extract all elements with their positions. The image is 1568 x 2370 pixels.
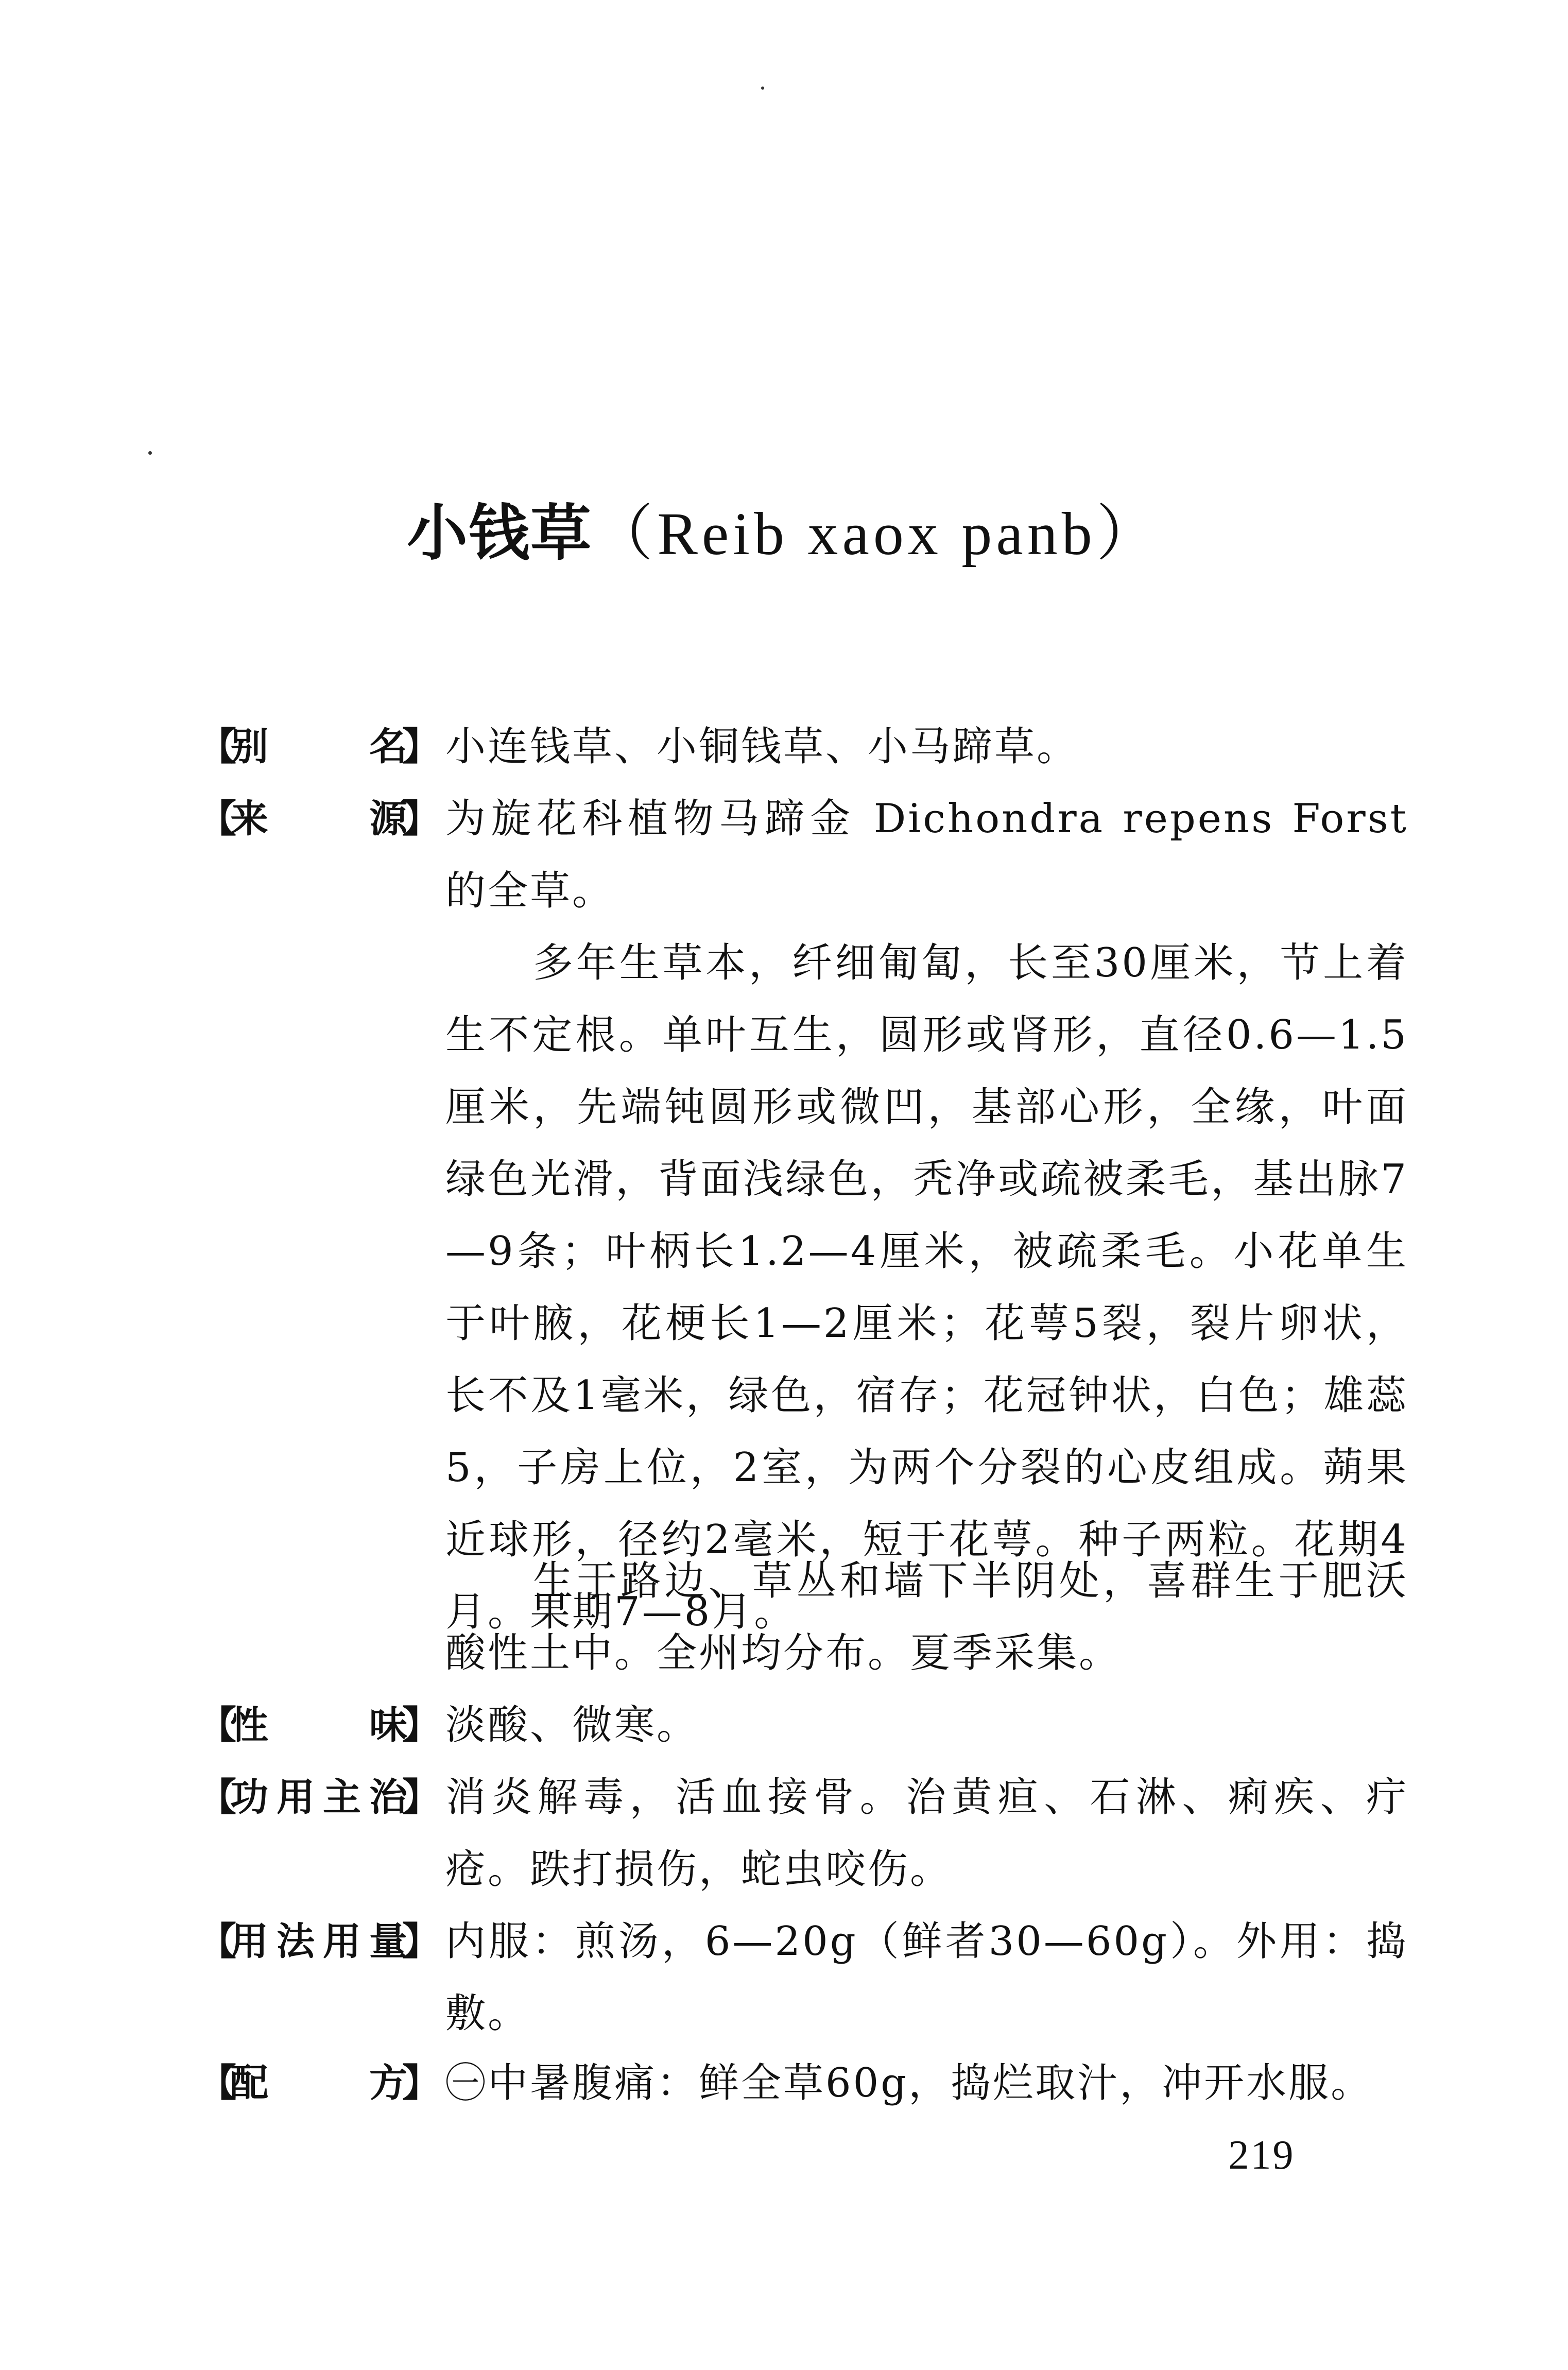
entry-label: 【 用法用量 】 [198,1905,440,1978]
description-paragraph: 多年生草本，纤细匍匐，长至30厘米，节上着生不定根。单叶互生，圆形或肾形，直径0.6—1.5厘米，先端钝圆形或微凹，基部心形，全缘，叶面绿色光滑，背面浅绿色，秃净或疏被柔毛，基出脉7—9条；叶柄长1.2—4厘米，被疏柔毛。小花单生于叶腋，花梗长1—2厘米；花萼5裂，裂片卵状，长不及1毫米，绿色，宿存；花冠钟状，白色；雄蕊5，子房上位，2室，为两个分裂的心皮组成。蒴果近球形，径约2毫米，短于花萼。种子两粒。花期4月。果期7—8月。 [445,940,1408,1635]
page-number: 219 [1228,2133,1295,2178]
page-title [0,494,1568,572]
alias-text: 小连钱草、小铜钱草、小马蹄草。 [445,724,1079,770]
habitat-paragraph: 生于路边、草丛和墙下半阴处，喜群生于肥沃酸性土中。全州均分布。夏季采集。 [445,1558,1408,1676]
scan-speck [148,451,152,455]
label-alias: 别名 [230,725,408,769]
label-taste: 性味 [230,1703,408,1747]
entry-label: 【 别名 】 [198,711,440,783]
taste-text: 淡酸、微寒。 [445,1702,699,1748]
entry-label: 【 性味 】 [198,1689,440,1761]
label-dosage: 用法用量 [230,1919,408,1964]
entry-label: 【 来源 】 [198,783,440,855]
label-source: 来源 [230,797,408,841]
dosage-text: 内服：煎汤，6—20g（鲜者30—60g）。外用：捣敷。 [445,1918,1408,2037]
title-chinese: 小钱草 [407,497,593,569]
entry-label: 【 配方 】 [198,2047,440,2119]
source-text: 为旋花科植物马蹄金 Dichondra repens Forst 的全草。 [445,796,1408,914]
label-function: 功用主治 [230,1775,408,1819]
prescription-text: ㊀中暑腹痛：鲜全草60g，捣烂取汁，冲开水服。 [445,2060,1373,2106]
function-text: 消炎解毒，活血接骨。治黄疸、石淋、痢疾、疔疮。跌打损伤，蛇虫咬伤。 [445,1774,1408,1893]
label-prescription: 配方 [230,2061,408,2105]
entry-label: 【 功用主治 】 [198,1761,440,1833]
title-pinyin: （Reib xaox panb） [592,500,1161,568]
scan-speck [761,87,764,90]
